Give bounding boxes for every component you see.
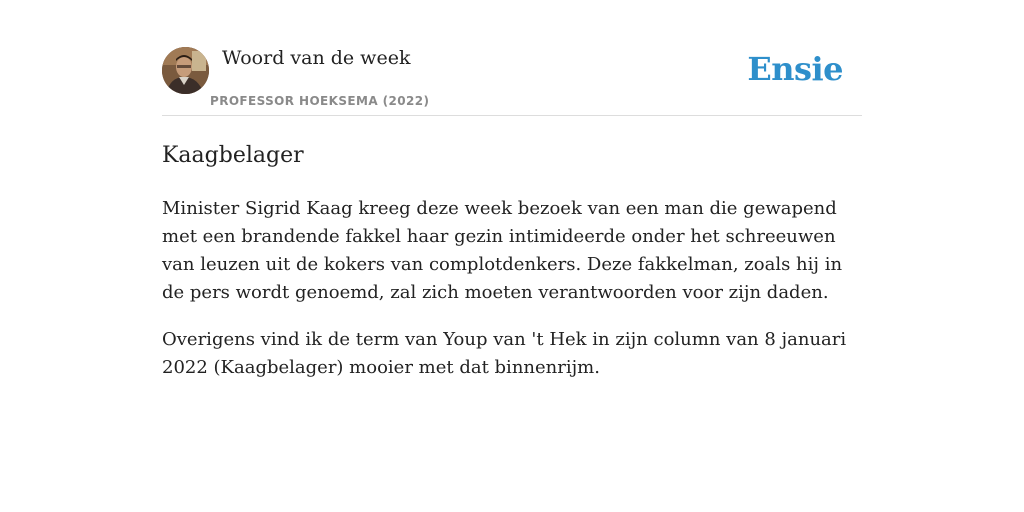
section-title[interactable]: Woord van de week bbox=[222, 47, 411, 69]
brand-logo[interactable]: Ensie bbox=[747, 50, 843, 88]
avatar[interactable] bbox=[162, 47, 209, 94]
article-paragraph: Overigens vind ik de term van Youp van 't Hek in zijn column van 8 januari 2022 (Kaagbelager) mooier met dat binnenrijm. bbox=[162, 329, 847, 378]
person-avatar-icon bbox=[162, 47, 209, 94]
card-header bbox=[162, 46, 862, 116]
word-title: Kaagbelager bbox=[162, 143, 304, 168]
author-label[interactable]: PROFESSOR HOEKSEMA (2022) bbox=[210, 94, 430, 108]
word-of-the-week-card bbox=[162, 46, 862, 401]
article-paragraph: Minister Sigrid Kaag kreeg deze week bezoek van een man die gewapend met een brandende fakkel haar gezin intimideerde onder het schreeuwen van leuzen uit de kokers van complotdenkers. Deze fakkelman, zoals hij in de pers wordt genoemd, zal zich moeten verantwoorden voor zijn daden. bbox=[162, 198, 843, 303]
article-body bbox=[162, 195, 862, 382]
